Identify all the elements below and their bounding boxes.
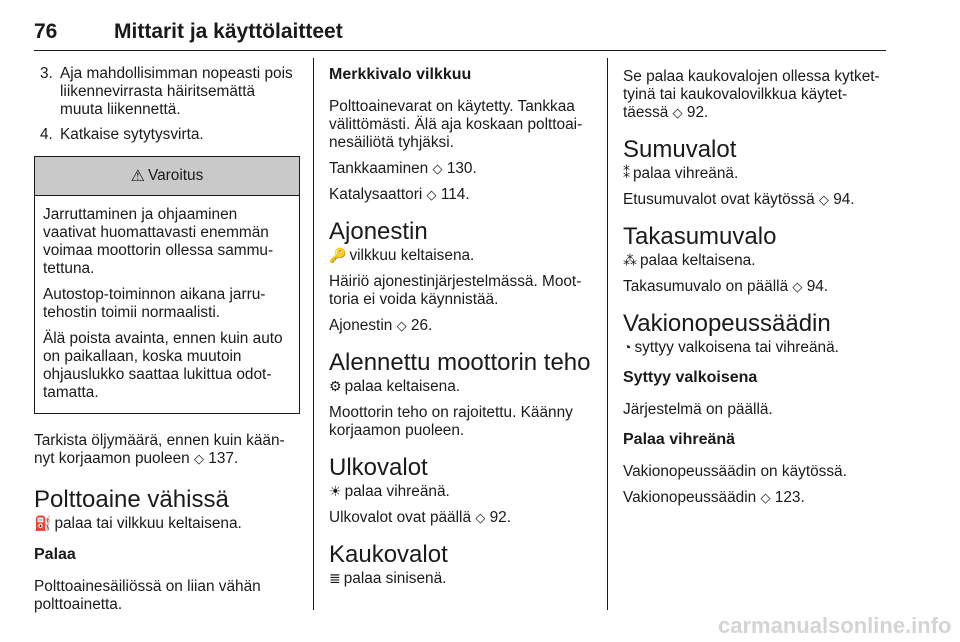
list-item: 3. Aja mahdollisimman nopeasti pois liikennevirrasta häiritsemättä muuta liikennettä. <box>40 65 293 118</box>
page-ref-text: Ajonestin ◇ 26. <box>329 317 433 334</box>
page-ref-arrow-icon: ◇ <box>396 318 407 333</box>
subheading: Merkkivalo vilkkuu <box>329 66 472 83</box>
exterior-lights-icon: ☀ <box>329 483 342 499</box>
warning-title: Varoitus <box>148 167 204 184</box>
subheading: Syttyy valkoisena <box>623 369 758 386</box>
page-ref-arrow-icon: ◇ <box>818 192 829 207</box>
page-ref-arrow-icon: ◇ <box>194 451 204 466</box>
page-ref-text: Vakionopeussäädin ◇ 123. <box>623 489 805 506</box>
page-ref-arrow-icon: ◇ <box>426 187 437 202</box>
page-ref-arrow-icon: ◇ <box>760 490 771 505</box>
subheading: Palaa <box>34 546 76 563</box>
oil-check-text: Tarkista öljymäärä, ennen kuin kään-nyt korjaamon puoleen ◇ 137. <box>34 432 285 467</box>
subheading: Palaa vihreänä <box>623 431 736 448</box>
warning-body <box>35 196 299 413</box>
body-text: Polttoainevarat on käytetty. Tankkaa välittömästi. Älä aja koskaan polttoai-nesäiliötä tyhjäksi. <box>329 98 583 151</box>
column-divider <box>607 58 608 610</box>
column-1 <box>34 52 300 614</box>
section-heading: Takasumuvalo <box>623 223 777 250</box>
page-number: 76 <box>34 20 58 43</box>
body-text: Polttoainesäiliössä on liian vähän polttoainetta. <box>34 578 261 613</box>
section-heading: Sumuvalot <box>623 136 737 163</box>
page-header <box>34 0 886 51</box>
page-ref-text: Se palaa kaukovalojen ollessa kytket-tyinä tai kaukovalovilkkua käytet-täessä ◇ 92. <box>623 68 880 121</box>
section-heading: Ajonestin <box>329 218 428 245</box>
steps-list <box>34 65 300 144</box>
front-fog-light-icon: ⁑ <box>623 165 630 181</box>
section-heading: Vakionopeussäädin <box>623 310 831 337</box>
rear-fog-light-icon: ⁂ <box>623 252 637 268</box>
warning-triangle-icon: ⚠ <box>130 168 145 185</box>
indicator-status: ⛽ palaa tai vilkkuu keltaisena. <box>34 515 242 532</box>
indicator-status: 🔑 vilkkuu keltaisena. <box>329 247 475 264</box>
page-ref-text: Katalysaattori ◇ 114. <box>329 186 470 203</box>
indicator-status: ⚙ palaa keltaisena. <box>329 378 461 395</box>
indicator-status: ◔ syttyy valkoisena tai vihreänä. <box>623 339 839 356</box>
page-ref-arrow-icon: ◇ <box>432 161 443 176</box>
indicator-status: ⁑ palaa vihreänä. <box>623 165 739 182</box>
engine-power-icon: ⚙ <box>329 378 342 394</box>
section-heading: Kaukovalot <box>329 541 448 568</box>
warning-paragraph: Jarruttaminen ja ohjaaminen vaativat huomattavasti enemmän voimaa moottorin ollessa sammu-tettuna. <box>43 206 274 277</box>
cruise-control-icon: ◔ <box>623 339 632 355</box>
watermark: carmanualsonline.info <box>718 613 952 638</box>
car-key-icon: 🔑 <box>329 247 347 263</box>
fuel-pump-icon: ⛽ <box>34 515 52 531</box>
column-divider <box>313 58 314 610</box>
page-ref-text: Etusumuvalot ovat käytössä ◇ 94. <box>623 191 855 208</box>
page-ref-arrow-icon: ◇ <box>792 279 803 294</box>
page-ref-text: Tankkaaminen ◇ 130. <box>329 160 477 177</box>
body-text: Järjestelmä on päällä. <box>623 401 773 418</box>
page-ref-text: Takasumuvalo on päällä ◇ 94. <box>623 278 829 295</box>
page-ref-arrow-icon: ◇ <box>672 105 683 120</box>
indicator-status: ≣ palaa sinisenä. <box>329 570 447 587</box>
running-title: Mittarit ja käyttölaitteet <box>114 20 343 43</box>
indicator-status: ☀ palaa vihreänä. <box>329 483 450 500</box>
body-text: Häiriö ajonestinjärjestelmässä. Moot-toria ei voida käynnistää. <box>329 273 582 308</box>
section-heading: Polttoaine vähissä <box>34 486 229 513</box>
indicator-status: ⁂ palaa keltaisena. <box>623 252 756 269</box>
page-ref-text: Ulkovalot ovat päällä ◇ 92. <box>329 509 511 526</box>
section-heading: Alennettu moottorin teho <box>329 349 591 376</box>
list-item: 4. Katkaise sytytysvirta. <box>40 126 204 143</box>
warning-box <box>34 156 300 414</box>
body-text: Moottorin teho on rajoitettu. Käänny korjaamon puoleen. <box>329 404 573 439</box>
high-beam-icon: ≣ <box>329 570 341 586</box>
warning-paragraph: Älä poista avainta, ennen kuin auto on paikallaan, koska muutoin ohjauslukko saattaa lukittua odot-tamatta. <box>43 330 283 401</box>
page-ref-arrow-icon: ◇ <box>475 510 486 525</box>
warning-paragraph: Autostop-toiminnon aikana jarru-tehostin toimii normaalisti. <box>43 286 266 321</box>
column-2 <box>329 52 597 588</box>
body-text: Vakionopeussäädin on käytössä. <box>623 463 847 480</box>
warning-header <box>35 157 299 196</box>
column-3 <box>623 52 887 507</box>
section-heading: Ulkovalot <box>329 454 428 481</box>
